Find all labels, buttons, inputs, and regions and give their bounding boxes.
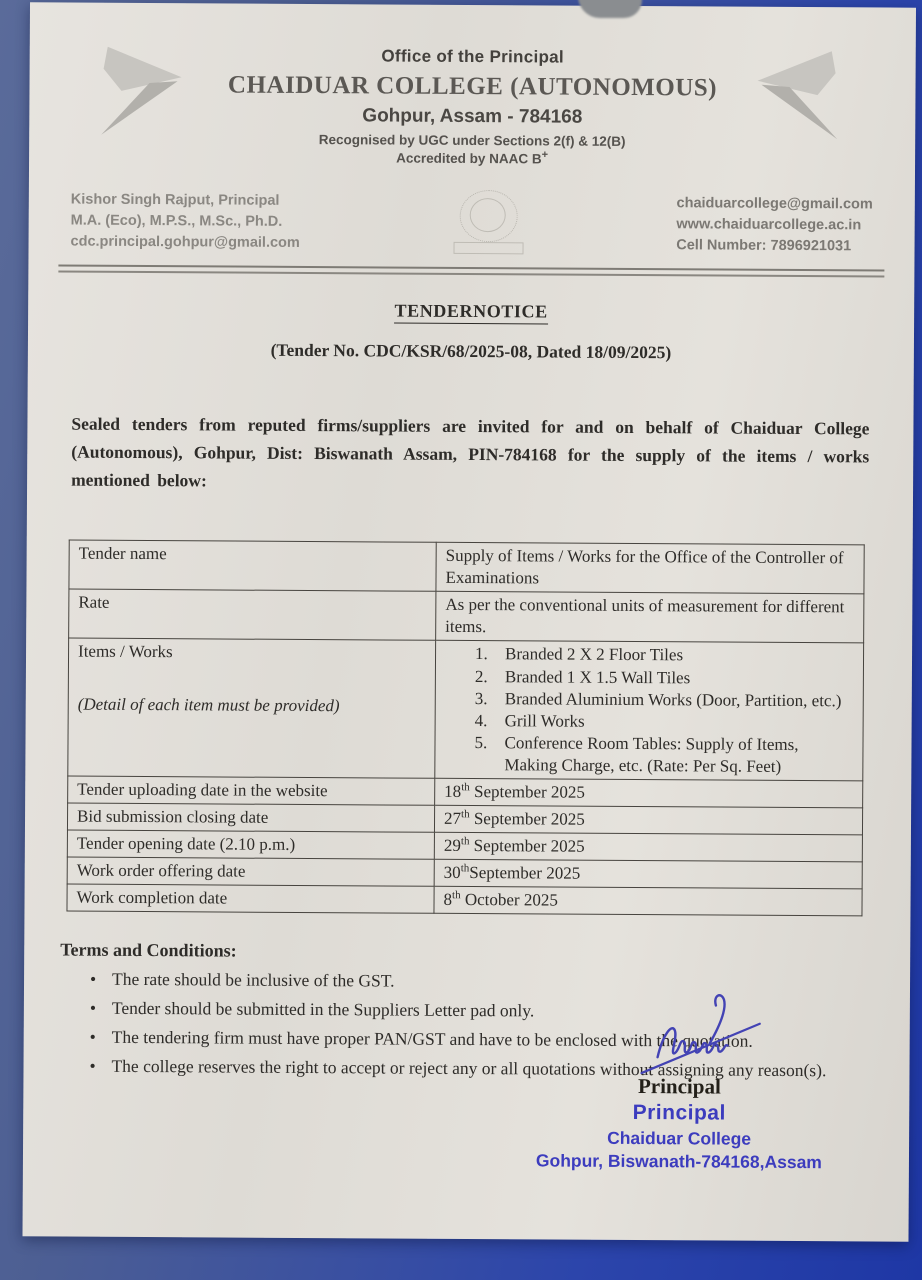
items-works-cell bbox=[68, 638, 436, 778]
signature-block bbox=[519, 990, 840, 1173]
item-text: Branded Aluminium Works (Door, Partition, etc.) bbox=[504, 688, 842, 710]
table-row bbox=[69, 540, 864, 594]
tender-reference: (Tender No. CDC/KSR/68/2025-08, Dated 18/09/2025) bbox=[270, 339, 672, 363]
date-rest: September 2025 bbox=[469, 781, 586, 802]
tender-name-label: Tender name bbox=[69, 540, 436, 591]
item-number: 2. bbox=[474, 666, 488, 686]
principal-qualifications: M.A. (Eco), M.P.S., M.Sc., Ph.D. bbox=[70, 212, 283, 230]
date-suffix: th bbox=[461, 781, 470, 794]
rate-label: Rate bbox=[69, 589, 436, 640]
notice-title bbox=[58, 299, 884, 325]
seal-banner bbox=[453, 242, 523, 254]
list-item bbox=[475, 688, 854, 712]
date-label: Bid submission closing date bbox=[67, 803, 434, 832]
date-suffix: th bbox=[461, 808, 470, 821]
date-value bbox=[434, 805, 862, 835]
signatory-title: Principal bbox=[637, 1074, 721, 1099]
date-label: Tender uploading date in the website bbox=[68, 776, 435, 805]
stamp-college: Chaiduar College bbox=[607, 1127, 752, 1149]
bullet-icon: • bbox=[89, 969, 97, 990]
bullet-icon: • bbox=[89, 1056, 96, 1077]
date-suffix: th bbox=[460, 862, 470, 875]
items-works-label: Items / Works bbox=[78, 642, 173, 662]
date-label: Work order offering date bbox=[67, 857, 434, 886]
items-list bbox=[444, 643, 854, 778]
item-text: Branded 2 X 2 Floor Tiles bbox=[504, 644, 684, 665]
date-value bbox=[435, 778, 863, 808]
date-day: 30 bbox=[443, 863, 461, 883]
corner-ribbon-icon bbox=[91, 41, 192, 142]
bullet-icon: • bbox=[89, 998, 97, 1019]
college-address: Gohpur, Assam - 784168 bbox=[362, 105, 583, 128]
ugc-recognition-line: Recognised by UGC under Sections 2(f) & 12(B) bbox=[318, 132, 626, 149]
list-item bbox=[475, 710, 854, 734]
term-text: The tendering firm must have proper PAN/GST and have to be enclosed with the quotation. bbox=[111, 1027, 753, 1052]
date-value bbox=[434, 832, 862, 862]
tender-details-table bbox=[66, 540, 864, 917]
corner-ribbon-icon bbox=[747, 45, 848, 146]
intro-paragraph: Sealed tenders from reputed firms/suppliers are invited for and on behalf of Chaiduar College (Autonomous), Gohpur, Dist: Biswanath Assam, PIN-784168 for the supply of the items / works mentioned below: bbox=[71, 413, 870, 491]
date-suffix: th bbox=[452, 889, 461, 902]
date-suffix: th bbox=[460, 835, 470, 848]
contact-row bbox=[58, 189, 884, 257]
date-rest: September 2025 bbox=[469, 863, 581, 883]
seal-inner-ring bbox=[469, 198, 505, 232]
college-contact-block bbox=[676, 193, 873, 257]
date-rest: October 2025 bbox=[460, 890, 558, 910]
date-label: Tender opening date (2.10 p.m.) bbox=[67, 830, 434, 859]
date-rest: September 2025 bbox=[469, 809, 585, 829]
table-row bbox=[69, 589, 864, 643]
naac-grade-sup: + bbox=[541, 148, 549, 161]
notice-title-text: TENDERNOTICE bbox=[394, 301, 547, 325]
terms-heading: Terms and Conditions: bbox=[60, 939, 237, 962]
college-seal bbox=[453, 190, 523, 254]
date-day: 27 bbox=[443, 808, 462, 829]
college-phone: Cell Number: 7896921031 bbox=[676, 237, 852, 255]
office-line: Office of the Principal bbox=[381, 46, 565, 67]
item-number: 4. bbox=[474, 710, 488, 730]
bullet-icon: • bbox=[89, 1027, 96, 1048]
date-label: Work completion date bbox=[67, 884, 434, 913]
date-value bbox=[434, 887, 862, 917]
item-text: Grill Works bbox=[504, 710, 585, 731]
term-text: Tender should be submitted in the Suppliers Letter pad only. bbox=[111, 998, 535, 1021]
item-text: Conference Room Tables: Supply of Items, Making Charge, etc. (Rate: Per Sq. Feet) bbox=[504, 733, 799, 776]
date-rest: September 2025 bbox=[469, 836, 585, 856]
date-value bbox=[434, 860, 862, 890]
tender-name-value: Supply of Items / Works for the Office of the Controller of Examinations bbox=[436, 542, 864, 594]
items-works-list-cell bbox=[435, 641, 864, 781]
college-website: www.chaiduarcollege.ac.in bbox=[676, 216, 862, 234]
tender-notice-page bbox=[22, 2, 916, 1241]
items-detail-note: (Detail of each item must be provided) bbox=[77, 694, 340, 715]
item-number: 3. bbox=[474, 688, 488, 708]
item-number: 5. bbox=[474, 732, 488, 752]
rate-value: As per the conventional units of measurement for different items. bbox=[436, 592, 864, 644]
principal-name: Kishor Singh Rajput, Principal bbox=[70, 191, 280, 209]
date-day: 8 bbox=[443, 890, 453, 910]
naac-text: Accredited by NAAC B bbox=[396, 150, 542, 167]
principal-email: cdc.principal.gohpur@gmail.com bbox=[70, 233, 300, 251]
college-email: chaiduarcollege@gmail.com bbox=[676, 195, 873, 213]
list-item bbox=[475, 643, 854, 667]
stamp-address: Gohpur, Biswanath-784168,Assam bbox=[535, 1150, 822, 1173]
college-name: CHAIDUAR COLLEGE (AUTONOMOUS) bbox=[227, 71, 718, 102]
letterhead-divider bbox=[58, 265, 884, 278]
date-day: 18 bbox=[444, 781, 462, 801]
item-number: 1. bbox=[474, 644, 488, 664]
principal-contact-block bbox=[70, 190, 300, 254]
date-day: 29 bbox=[443, 836, 461, 856]
stamp-title: Principal bbox=[632, 1101, 726, 1125]
term-text: The rate should be inclusive of the GST. bbox=[111, 969, 395, 992]
term-text: The college reserves the right to accept or reject any or all quotations without assigning any reason(s). bbox=[111, 1056, 827, 1081]
handwritten-signature bbox=[619, 991, 800, 1084]
table-row bbox=[67, 884, 862, 916]
list-item bbox=[474, 732, 853, 779]
list-item bbox=[475, 666, 854, 690]
naac-accreditation-line bbox=[59, 148, 885, 168]
table-row bbox=[68, 638, 864, 780]
item-text: Branded 1 X 1.5 Wall Tiles bbox=[504, 666, 691, 687]
